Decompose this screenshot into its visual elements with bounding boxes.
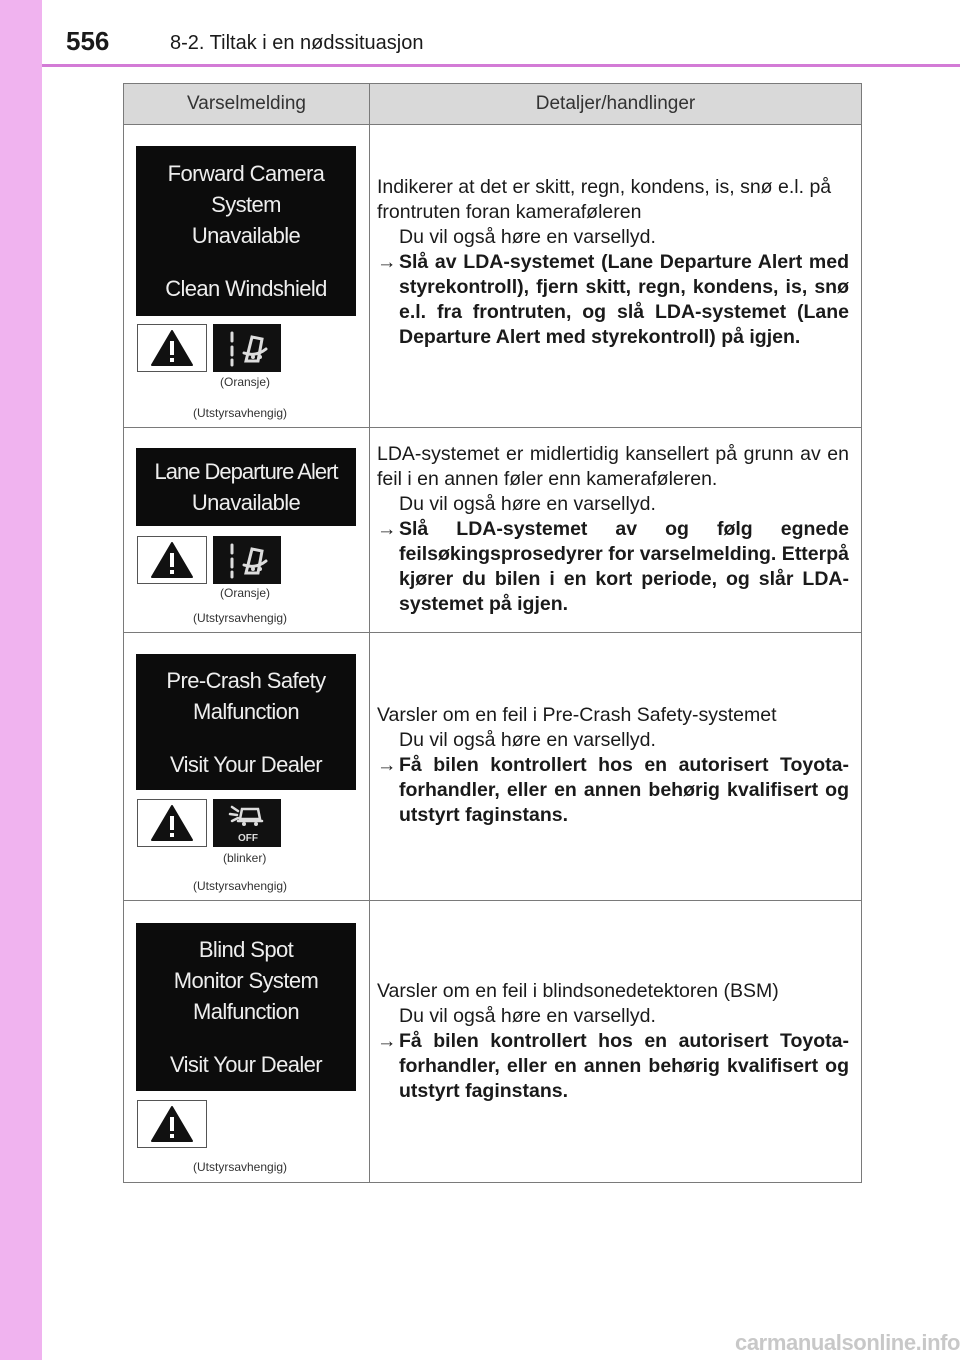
screen-line: Malfunction (193, 999, 299, 1024)
warning-cell (124, 633, 370, 900)
sound-text: Du vil også høre en varsellyd. (399, 729, 656, 751)
warning-triangle-icon (137, 536, 207, 584)
chapter-title: 8-2. Tiltak i en nødssituasjon (170, 32, 424, 54)
watermark-logo: carmanualsonline.info (735, 1330, 960, 1355)
display-screen (136, 654, 356, 790)
details-cell (370, 125, 861, 427)
action-item (377, 250, 849, 350)
arrow-icon: → (377, 518, 397, 540)
screen-line: Unavailable (191, 223, 301, 248)
equipment-note: (Utstyrsavhengig) (193, 406, 288, 420)
action-item (377, 517, 849, 617)
lane-departure-icon (213, 536, 281, 584)
details-cell (370, 633, 861, 900)
off-text: OFF (238, 833, 258, 844)
display-screen (136, 923, 356, 1091)
pre-crash-off-icon (213, 799, 281, 847)
screen-line: Forward Camera (167, 161, 325, 186)
display-screen (136, 448, 356, 526)
screen-line: Blind Spot (198, 937, 294, 962)
equipment-note: (Utstyrsavhengig) (193, 879, 288, 893)
screen-line: Monitor System (173, 968, 319, 993)
warning-triangle-icon (137, 324, 207, 372)
warning-triangle-icon (137, 799, 207, 847)
table-row (124, 633, 861, 901)
arrow-icon: → (377, 754, 397, 776)
screen-line: Lane Departure Alert (154, 459, 338, 484)
details-cell (370, 428, 861, 632)
table-row (124, 901, 861, 1182)
action-item (377, 753, 849, 828)
arrow-icon: → (377, 1030, 397, 1052)
table-row (124, 125, 861, 428)
warning-triangle-icon (137, 1100, 207, 1148)
description-text: Varsler om en feil i blindsonedetektoren (BSM) (377, 980, 779, 1002)
display-screen (136, 146, 356, 316)
description-text: LDA-systemet er midlertidig kansellert på grunn av en feil i en annen føler enn kameraføleren. (377, 443, 849, 490)
sound-text: Du vil også høre en varsellyd. (399, 226, 656, 248)
warning-message-table (123, 83, 862, 1183)
screen-line: Unavailable (191, 490, 301, 515)
description-text: Indikerer at det er skitt, regn, kondens, is, snø e.l. på frontruten foran kameraføleren (377, 176, 832, 223)
warning-cell (124, 901, 370, 1182)
side-tab-bar (0, 0, 42, 1360)
screen-line: System (211, 192, 281, 217)
header-warning-message: Varselmelding (124, 84, 370, 124)
action-text: Få bilen kontrollert hos en autorisert Toyota-forhandler, eller en annen behørig kvalifisert og utstyrt faginstans. (399, 754, 849, 826)
table-header (124, 84, 861, 125)
screen-line: Visit Your Dealer (169, 1052, 323, 1077)
action-item (377, 1029, 849, 1104)
sound-text: Du vil også høre en varsellyd. (399, 1005, 656, 1027)
screen-line: Pre-Crash Safety (166, 667, 326, 693)
table-row (124, 428, 861, 633)
description-text: Varsler om en feil i Pre-Crash Safety-systemet (377, 704, 777, 726)
screen-line: Clean Windshield (165, 276, 327, 301)
equipment-note: (Utstyrsavhengig) (193, 611, 288, 625)
screen-line: Malfunction (193, 698, 299, 724)
equipment-note: (Utstyrsavhengig) (193, 1160, 288, 1174)
action-text: Slå LDA-systemet av og følg egnede feilsøkingsprosedyrer for varselmelding. Etterpå kjører du bilen i en kort periode, og slår LDA-systemet på igjen. (399, 518, 849, 615)
warning-cell (124, 428, 370, 632)
arrow-icon: → (377, 251, 397, 273)
header-rule (42, 64, 960, 67)
warning-cell (124, 125, 370, 427)
icon-color-label: (blinker) (223, 851, 267, 865)
details-cell (370, 901, 861, 1182)
page-number: 556 (66, 26, 110, 56)
screen-line: Visit Your Dealer (169, 751, 323, 777)
action-text: Slå av LDA-systemet (Lane Departure Alert med styrekontroll), fjern skitt, regn, kondens, is, snø e.l. fra frontruten, og slå LDA-systemet (Lane Departure Alert med styrekontroll) på igjen. (399, 251, 849, 348)
header-details-actions: Detaljer/handlinger (535, 93, 696, 114)
icon-color-label: (Oransje) (220, 586, 271, 600)
icon-color-label: (Oransje) (220, 375, 271, 389)
lane-departure-icon (213, 324, 281, 372)
action-text: Få bilen kontrollert hos en autorisert Toyota-forhandler, eller en annen behørig kvalifisert og utstyrt faginstans. (399, 1030, 849, 1102)
sound-text: Du vil også høre en varsellyd. (399, 493, 656, 515)
